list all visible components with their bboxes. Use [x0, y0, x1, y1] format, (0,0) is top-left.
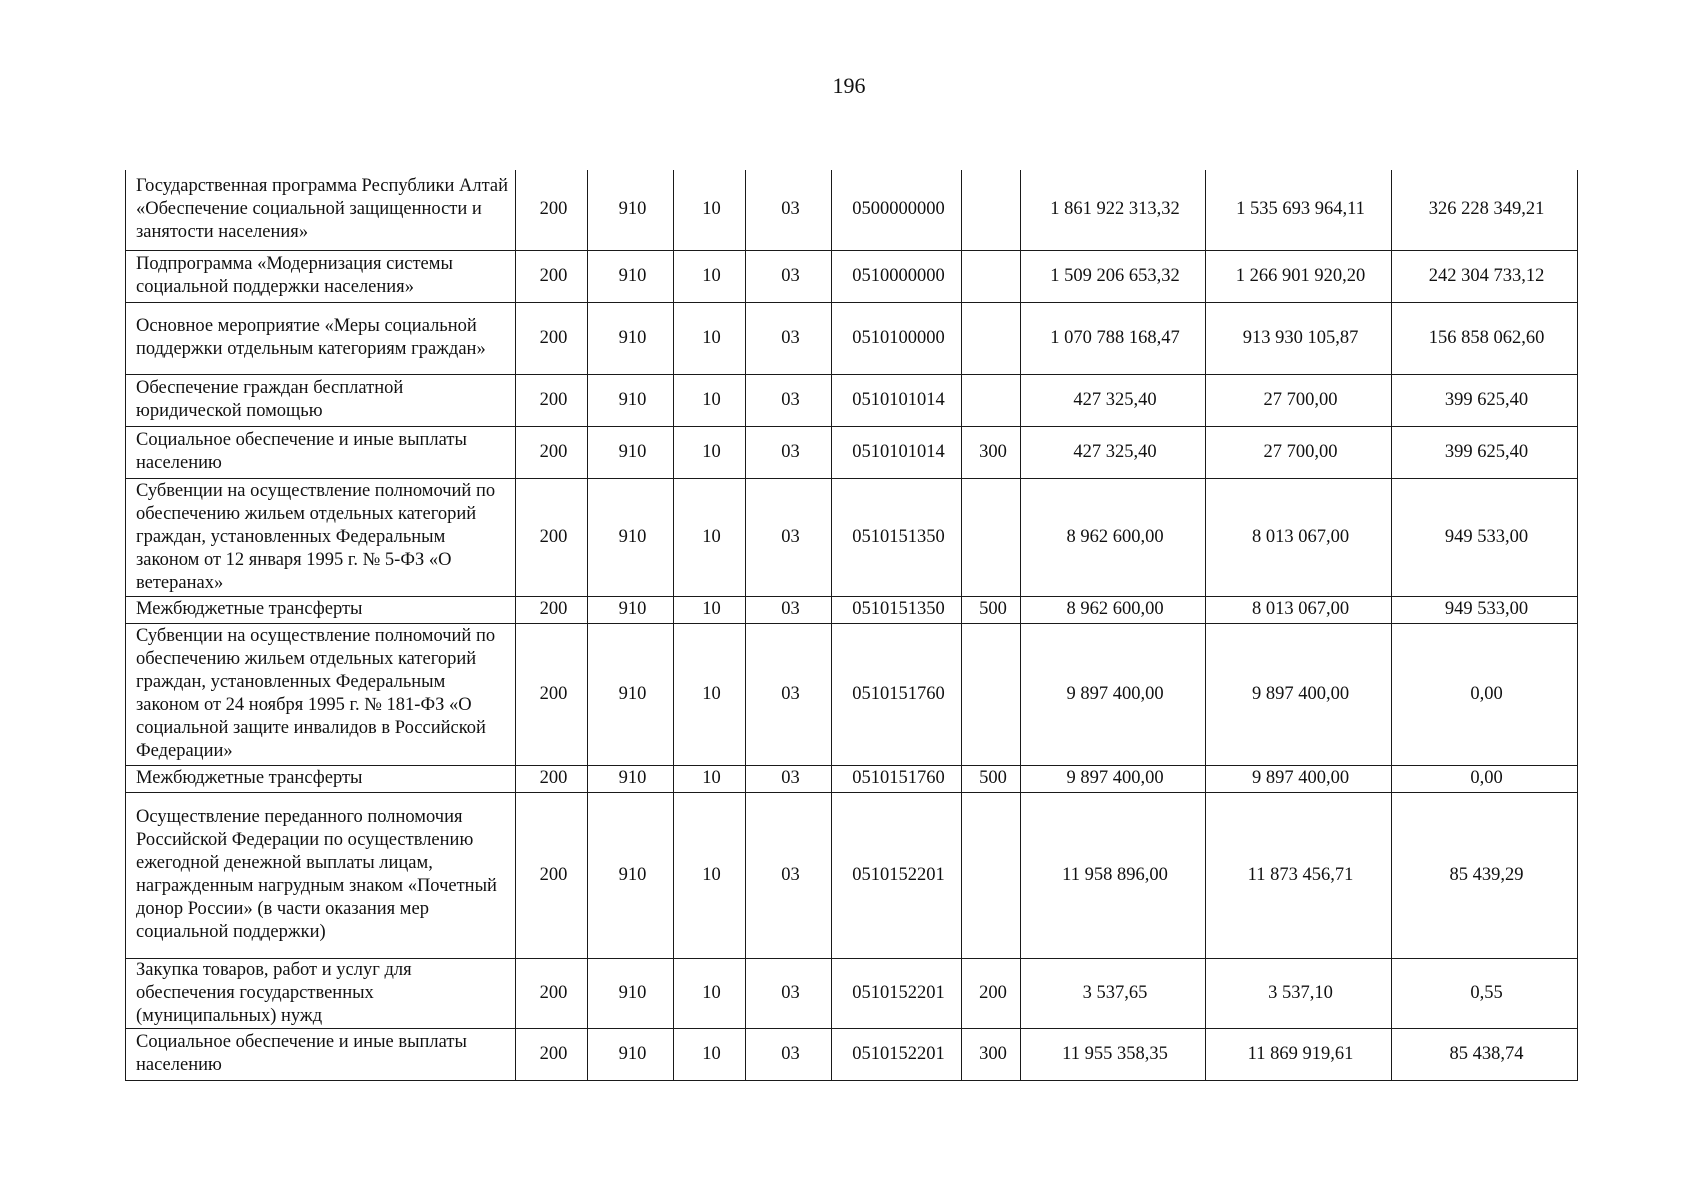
table-row — [126, 765, 1578, 792]
section-code-cell: 10 — [674, 478, 746, 596]
table-row — [126, 374, 1578, 426]
expense-type-cell — [962, 792, 1021, 958]
ministry-code-cell: 910 — [588, 623, 674, 765]
code-cell: 200 — [516, 250, 588, 302]
budget-table — [125, 170, 1578, 1081]
ministry-code-cell: 910 — [588, 302, 674, 374]
table-row — [126, 250, 1578, 302]
executed-amount-cell: 3 537,10 — [1206, 958, 1392, 1028]
approved-amount-cell: 8 962 600,00 — [1021, 596, 1206, 623]
code-cell: 200 — [516, 596, 588, 623]
row-name-cell: Социальное обеспечение и иные выплаты населению — [126, 1028, 516, 1080]
subsection-code-cell: 03 — [746, 302, 832, 374]
section-code-cell: 10 — [674, 765, 746, 792]
subsection-code-cell: 03 — [746, 1028, 832, 1080]
subsection-code-cell: 03 — [746, 596, 832, 623]
approved-amount-cell: 11 955 358,35 — [1021, 1028, 1206, 1080]
section-code-cell: 10 — [674, 596, 746, 623]
table-body — [126, 170, 1578, 1080]
ministry-code-cell: 910 — [588, 596, 674, 623]
code-cell: 200 — [516, 374, 588, 426]
ministry-code-cell: 910 — [588, 478, 674, 596]
section-code-cell: 10 — [674, 958, 746, 1028]
page-number: 196 — [832, 73, 866, 98]
approved-amount-cell: 427 325,40 — [1021, 426, 1206, 478]
expense-type-cell: 300 — [962, 1028, 1021, 1080]
approved-amount-cell: 9 897 400,00 — [1021, 623, 1206, 765]
target-article-cell: 0510101014 — [832, 374, 962, 426]
target-article-cell: 0510151760 — [832, 765, 962, 792]
target-article-cell: 0510152201 — [832, 1028, 962, 1080]
table-row — [126, 958, 1578, 1028]
table-row — [126, 426, 1578, 478]
executed-amount-cell: 11 869 919,61 — [1206, 1028, 1392, 1080]
ministry-code-cell: 910 — [588, 250, 674, 302]
section-code-cell: 10 — [674, 250, 746, 302]
remainder-amount-cell: 399 625,40 — [1392, 374, 1578, 426]
remainder-amount-cell: 949 533,00 — [1392, 478, 1578, 596]
code-cell: 200 — [516, 765, 588, 792]
target-article-cell: 0510151350 — [832, 478, 962, 596]
section-code-cell: 10 — [674, 426, 746, 478]
section-code-cell: 10 — [674, 792, 746, 958]
section-code-cell: 10 — [674, 1028, 746, 1080]
row-name-cell: Субвенции на осуществление полномочий по обеспечению жильем отдельных категорий граждан, установленных Федеральным законом от 24 ноября 1995 г. № 181-ФЗ «О социальной защите инвалидов в Российской Федерации» — [126, 623, 516, 765]
executed-amount-cell: 1 266 901 920,20 — [1206, 250, 1392, 302]
code-cell: 200 — [516, 170, 588, 250]
executed-amount-cell: 1 535 693 964,11 — [1206, 170, 1392, 250]
approved-amount-cell: 1 861 922 313,32 — [1021, 170, 1206, 250]
row-name-cell: Основное мероприятие «Меры социальной поддержки отдельным категориям граждан» — [126, 302, 516, 374]
approved-amount-cell: 3 537,65 — [1021, 958, 1206, 1028]
remainder-amount-cell: 0,55 — [1392, 958, 1578, 1028]
executed-amount-cell: 27 700,00 — [1206, 426, 1392, 478]
ministry-code-cell: 910 — [588, 765, 674, 792]
executed-amount-cell: 9 897 400,00 — [1206, 765, 1392, 792]
subsection-code-cell: 03 — [746, 765, 832, 792]
remainder-amount-cell: 399 625,40 — [1392, 426, 1578, 478]
section-code-cell: 10 — [674, 170, 746, 250]
executed-amount-cell: 913 930 105,87 — [1206, 302, 1392, 374]
target-article-cell: 0510152201 — [832, 958, 962, 1028]
row-name-cell: Обеспечение граждан бесплатной юридической помощью — [126, 374, 516, 426]
subsection-code-cell: 03 — [746, 374, 832, 426]
ministry-code-cell: 910 — [588, 1028, 674, 1080]
ministry-code-cell: 910 — [588, 958, 674, 1028]
row-name-cell: Закупка товаров, работ и услуг для обеспечения государственных (муниципальных) нужд — [126, 958, 516, 1028]
subsection-code-cell: 03 — [746, 426, 832, 478]
expense-type-cell — [962, 478, 1021, 596]
row-name-cell: Межбюджетные трансферты — [126, 765, 516, 792]
approved-amount-cell: 1 509 206 653,32 — [1021, 250, 1206, 302]
table-row — [126, 623, 1578, 765]
expense-type-cell: 500 — [962, 765, 1021, 792]
subsection-code-cell: 03 — [746, 250, 832, 302]
approved-amount-cell: 1 070 788 168,47 — [1021, 302, 1206, 374]
expense-type-cell: 500 — [962, 596, 1021, 623]
table-row — [126, 170, 1578, 250]
executed-amount-cell: 8 013 067,00 — [1206, 478, 1392, 596]
expense-type-cell: 200 — [962, 958, 1021, 1028]
expense-type-cell — [962, 374, 1021, 426]
target-article-cell: 0510101014 — [832, 426, 962, 478]
remainder-amount-cell: 85 439,29 — [1392, 792, 1578, 958]
table-row — [126, 596, 1578, 623]
expense-type-cell — [962, 623, 1021, 765]
code-cell: 200 — [516, 1028, 588, 1080]
target-article-cell: 0510151760 — [832, 623, 962, 765]
code-cell: 200 — [516, 623, 588, 765]
remainder-amount-cell: 242 304 733,12 — [1392, 250, 1578, 302]
executed-amount-cell: 11 873 456,71 — [1206, 792, 1392, 958]
executed-amount-cell: 9 897 400,00 — [1206, 623, 1392, 765]
section-code-cell: 10 — [674, 623, 746, 765]
target-article-cell: 0510152201 — [832, 792, 962, 958]
subsection-code-cell: 03 — [746, 958, 832, 1028]
section-code-cell: 10 — [674, 302, 746, 374]
code-cell: 200 — [516, 478, 588, 596]
row-name-cell: Социальное обеспечение и иные выплаты населению — [126, 426, 516, 478]
code-cell: 200 — [516, 792, 588, 958]
row-name-cell: Субвенции на осуществление полномочий по обеспечению жильем отдельных категорий граждан, установленных Федеральным законом от 12 января 1995 г. № 5-ФЗ «О ветеранах» — [126, 478, 516, 596]
approved-amount-cell: 9 897 400,00 — [1021, 765, 1206, 792]
table-row — [126, 1028, 1578, 1080]
approved-amount-cell: 427 325,40 — [1021, 374, 1206, 426]
expense-type-cell — [962, 250, 1021, 302]
subsection-code-cell: 03 — [746, 478, 832, 596]
subsection-code-cell: 03 — [746, 792, 832, 958]
subsection-code-cell: 03 — [746, 170, 832, 250]
approved-amount-cell: 8 962 600,00 — [1021, 478, 1206, 596]
row-name-cell: Подпрограмма «Модернизация системы социальной поддержки населения» — [126, 250, 516, 302]
table-row — [126, 792, 1578, 958]
remainder-amount-cell: 156 858 062,60 — [1392, 302, 1578, 374]
ministry-code-cell: 910 — [588, 374, 674, 426]
section-code-cell: 10 — [674, 374, 746, 426]
table-row — [126, 478, 1578, 596]
target-article-cell: 0510100000 — [832, 302, 962, 374]
code-cell: 200 — [516, 426, 588, 478]
ministry-code-cell: 910 — [588, 426, 674, 478]
subsection-code-cell: 03 — [746, 623, 832, 765]
ministry-code-cell: 910 — [588, 170, 674, 250]
remainder-amount-cell: 949 533,00 — [1392, 596, 1578, 623]
code-cell: 200 — [516, 958, 588, 1028]
approved-amount-cell: 11 958 896,00 — [1021, 792, 1206, 958]
remainder-amount-cell: 85 438,74 — [1392, 1028, 1578, 1080]
executed-amount-cell: 8 013 067,00 — [1206, 596, 1392, 623]
expense-type-cell — [962, 302, 1021, 374]
target-article-cell: 0500000000 — [832, 170, 962, 250]
expense-type-cell — [962, 170, 1021, 250]
row-name-cell: Межбюджетные трансферты — [126, 596, 516, 623]
target-article-cell: 0510000000 — [832, 250, 962, 302]
ministry-code-cell: 910 — [588, 792, 674, 958]
remainder-amount-cell: 0,00 — [1392, 623, 1578, 765]
code-cell: 200 — [516, 302, 588, 374]
executed-amount-cell: 27 700,00 — [1206, 374, 1392, 426]
remainder-amount-cell: 326 228 349,21 — [1392, 170, 1578, 250]
target-article-cell: 0510151350 — [832, 596, 962, 623]
row-name-cell: Осуществление переданного полномочия Российской Федерации по осуществлению ежегодной денежной выплаты лицам, награжденным нагрудным знаком «Почетный донор России» (в части оказания мер социальной поддержки) — [126, 792, 516, 958]
expense-type-cell: 300 — [962, 426, 1021, 478]
remainder-amount-cell: 0,00 — [1392, 765, 1578, 792]
table-row — [126, 302, 1578, 374]
row-name-cell: Государственная программа Республики Алтай «Обеспечение социальной защищенности и занятости населения» — [126, 170, 516, 250]
